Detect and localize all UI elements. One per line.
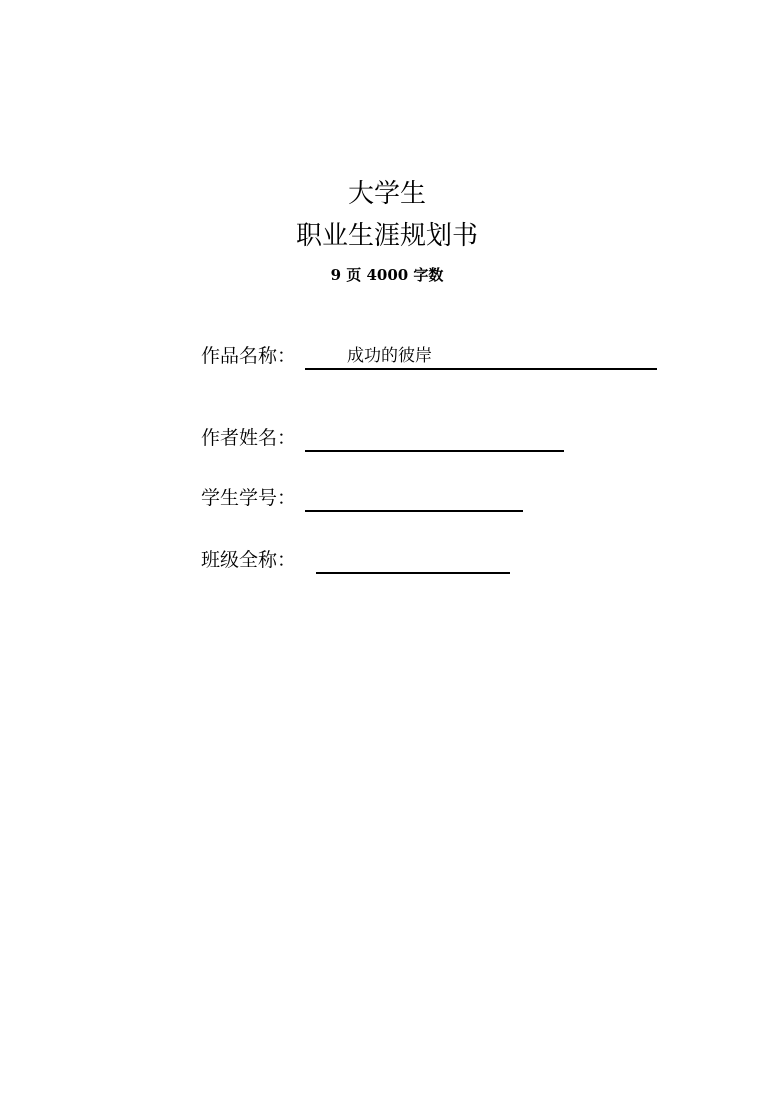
work-name-value: 成功的彼岸 <box>347 346 432 366</box>
author-name-label: 作者姓名： <box>201 427 297 449</box>
work-name-underline <box>305 368 657 370</box>
class-name-label: 班级全称： <box>201 549 297 571</box>
title-line-2: 职业生涯规划书 <box>295 221 478 251</box>
class-name-underline <box>316 572 510 574</box>
student-id-label: 学生学号： <box>201 487 297 509</box>
author-name-underline <box>305 450 564 452</box>
work-name-label: 作品名称： <box>201 345 297 367</box>
title-line-1: 大学生 <box>347 179 426 209</box>
student-id-underline <box>305 510 523 512</box>
subtitle: 9 页 4000 字数 <box>330 266 444 284</box>
